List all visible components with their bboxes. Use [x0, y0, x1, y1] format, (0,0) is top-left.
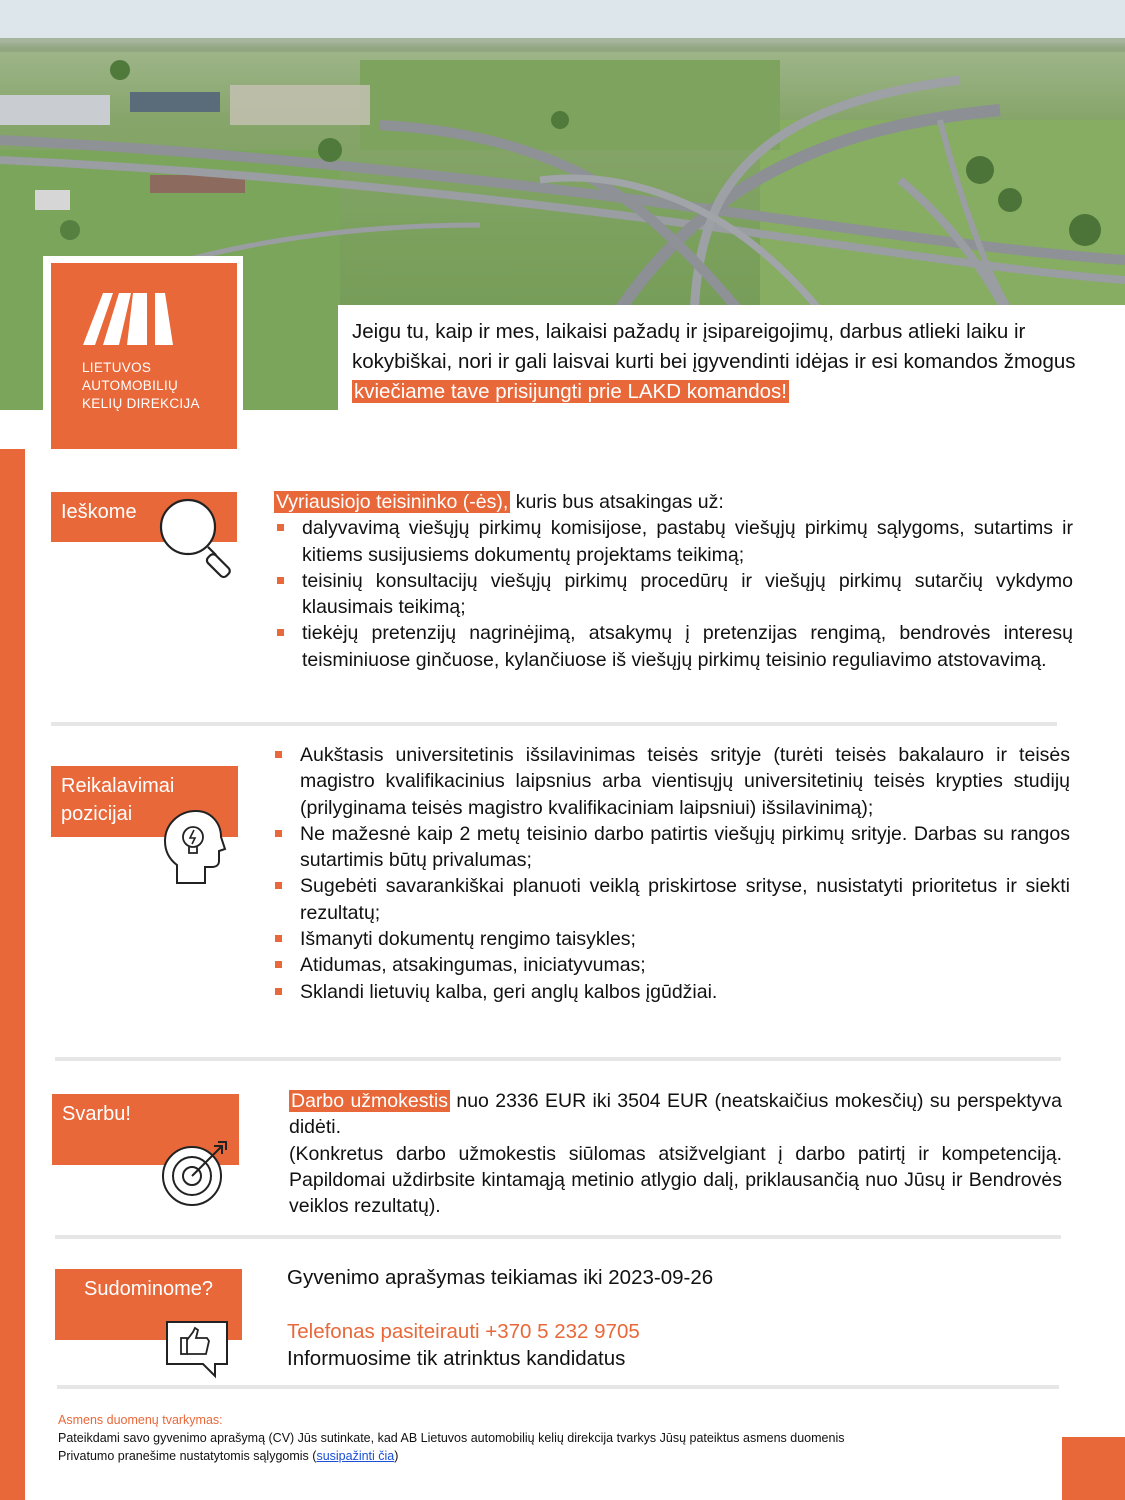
logo-line-2: AUTOMOBILIŲ: [82, 378, 179, 393]
hero-quote-highlight: kviečiame tave prisijungti prie LAKD komandos!: [354, 380, 787, 403]
requirements-list: [272, 742, 1070, 1005]
requirements-label-line-2: pozicijai: [61, 803, 133, 825]
list-item: Aukštasis universitetinis išsilavinimas teisės srityje (turėti teisės bakalauro ir teisės magistro kvalifikacinius laipsnius arba vientisųjų universitetinių teisės krypties studijų (prilyginama teisės magistro kvalifikaciniam laipsniui) išsilavinimą);: [272, 742, 1070, 821]
search-section-text: [274, 489, 1073, 673]
section-label-interested: Sudominome?: [55, 1269, 242, 1340]
head-lightbulb-icon: [163, 809, 227, 885]
target-arrow-icon: [160, 1138, 232, 1208]
list-item: tiekėjų pretenzijų nagrinėjimą, atsakymų į pretenzijas rengimą, bendrovės interesų teisminiuose ginčuose, kylančiuose iš viešųjų pirkimų teisinio reguliavimo atstovavimą.: [274, 620, 1073, 673]
company-logo: [51, 263, 237, 449]
notice-text: Informuosime tik atrinktus kandidatus: [287, 1347, 626, 1370]
responsibilities-list: [274, 515, 1073, 673]
search-intro-rest: kuris bus atsakingas už:: [515, 491, 724, 513]
corner-accent-block: [1062, 1437, 1125, 1500]
deadline-text: Gyvenimo aprašymas teikiamas iki 2023-09-26: [287, 1266, 714, 1289]
requirements-label-line-1: Reikalavimai: [61, 775, 175, 797]
magnifier-icon: [158, 497, 238, 579]
search-intro: [274, 489, 1073, 515]
divider: [55, 1057, 1061, 1061]
salary-label: Darbo užmokestis: [291, 1090, 448, 1112]
footer-line-2-after: ): [394, 1449, 399, 1463]
salary-text: nuo 2336 EUR iki 3504 EUR (neatskaičius mokesčių) su perspektyva didėti.: [289, 1090, 1062, 1139]
divider: [51, 722, 1057, 726]
list-item: Ne mažesnė kaip 2 metų teisinio darbo patirtis viešųjų pirkimų srityje. Darbas su rangos sutartimis būtų privalumas;: [272, 821, 1070, 874]
requirements-text: [272, 742, 1070, 1005]
list-item: teisinių konsultacijų viešųjų pirkimų procedūrų ir viešųjų pirkimų sutarčių vykdymo klausimais teikimą;: [274, 568, 1073, 621]
footer-line-2-before: Privatumo pranešime nustatytomis sąlygomis (: [58, 1449, 317, 1463]
list-item: Atidumas, atsakingumas, iniciatyvumas;: [272, 952, 1070, 978]
section-label-important: Svarbu!: [52, 1094, 239, 1165]
list-item: Išmanyti dokumentų rengimo taisykles;: [272, 926, 1070, 952]
footer-line-2: [58, 1447, 844, 1465]
privacy-link[interactable]: susipažinti čia: [316, 1449, 395, 1463]
logo-line-1: LIETUVOS: [82, 360, 152, 375]
divider: [57, 1385, 1059, 1389]
list-item: Sklandi lietuvių kalba, geri anglų kalbos įgūdžiai.: [272, 979, 1070, 1005]
footer-title: Asmens duomenų tvarkymas:: [58, 1413, 223, 1427]
left-accent-bar: [0, 449, 25, 1500]
salary-line: [289, 1088, 1062, 1141]
list-item: Sugebėti savarankiškai planuoti veiklą priskirtose srityse, nusistatyti prioritetus ir siekti rezultatų;: [272, 873, 1070, 926]
logo-line-3: KELIŲ DIREKCIJA: [82, 396, 200, 411]
position-title: Vyriausiojo teisininko (-ės),: [276, 491, 509, 513]
phone-text: Telefonas pasiteirauti +370 5 232 9705: [287, 1320, 640, 1343]
thumbs-up-chat-icon: [165, 1320, 231, 1380]
road-stripes-logo-icon: [51, 263, 237, 363]
important-text: [289, 1088, 1062, 1219]
section-label-search: Ieškome: [51, 492, 237, 542]
privacy-footer: [58, 1411, 844, 1465]
hero-quote-text: Jeigu tu, kaip ir mes, laikaisi pažadų ir įsipareigojimų, darbus atlieki laiku ir kokybiškai, nori ir gali laisvai kurti bei įgyvendinti idėjas ir esi komandos žmogus: [352, 320, 1076, 373]
hero-quote: [352, 317, 1097, 407]
list-item: dalyvavimą viešųjų pirkimų komisijose, pastabų viešųjų pirkimų sąlygoms, sutartims ir kitiems susijusiems dokumentų projektams teikimą;: [274, 515, 1073, 568]
salary-note: (Konkretus darbo užmokestis siūlomas atsižvelgiant į darbo patirtį ir kompetenciją. Papildomai uždirbsite kintamąją metinio atlygio dalį, priklausančią nuo Jūsų ir Bendrovės veiklos rezultatų).: [289, 1142, 1062, 1218]
footer-line-1: Pateikdami savo gyvenimo aprašymą (CV) Jūs sutinkate, kad AB Lietuvos automobilių kelių direkcija tvarkys Jūsų pateiktus asmens duomenis: [58, 1431, 845, 1445]
divider: [55, 1235, 1061, 1239]
logo-text: [82, 359, 200, 413]
